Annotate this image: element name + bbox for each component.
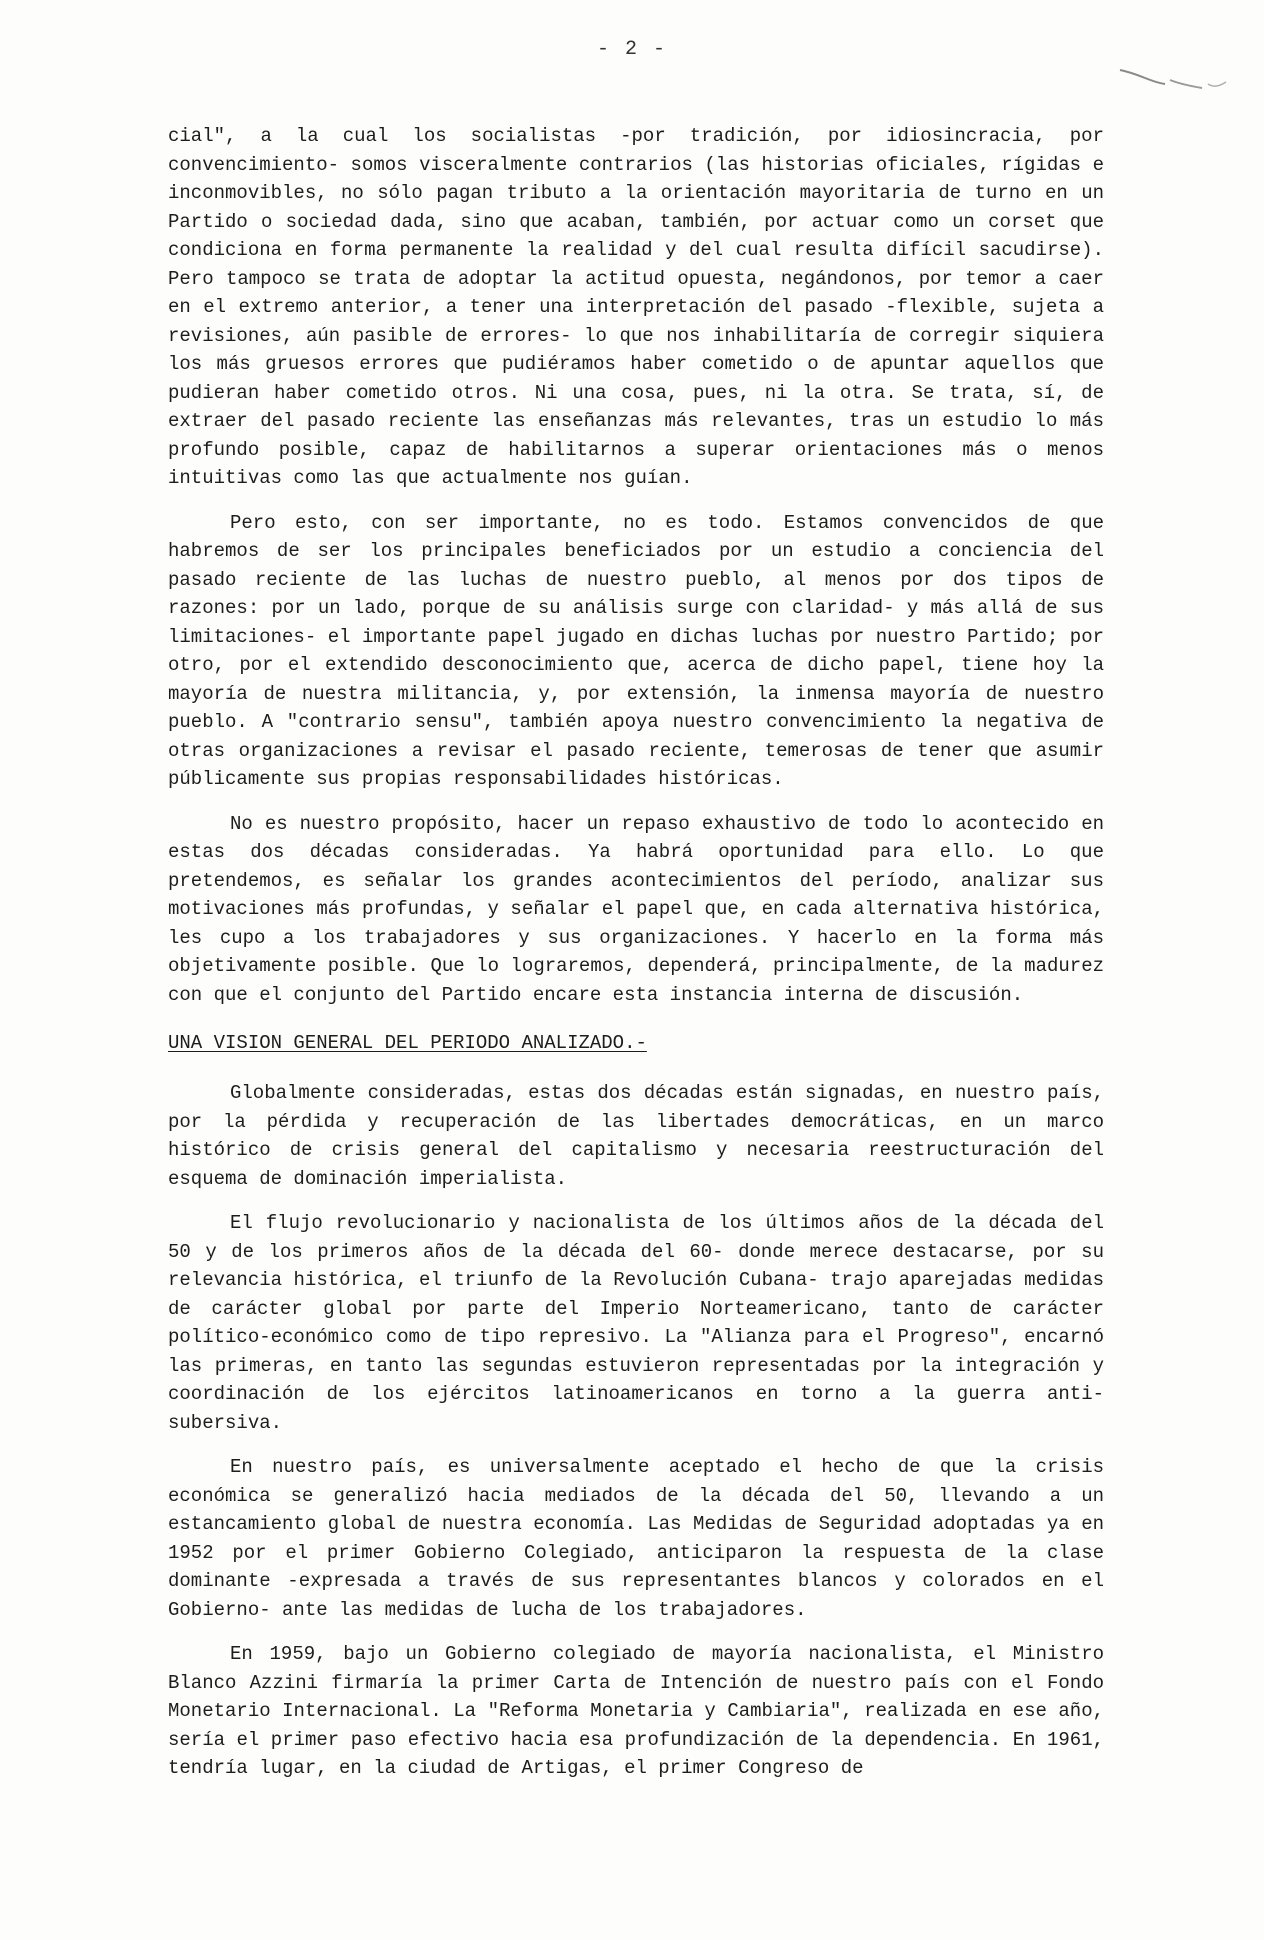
- section-paragraph-4: En 1959, bajo un Gobierno colegiado de mayoría nacionalista, el Ministro Blanco Azzini firmaría la primer Carta de Intención de nuestro país con el Fondo Monetario Internacional. La "Reforma Monetaria y Cambiaria", realizada en ese año, sería el primer paso efectivo hacia esa profundización de la dependencia. En 1961, tendría lugar, en la ciudad de Artigas, el primer Congreso de: [168, 1643, 1104, 1779]
- scan-smudge-mark: [1110, 62, 1230, 102]
- paragraph-3: No es nuestro propósito, hacer un repaso exhaustivo de todo lo acontecido en estas dos décadas consideradas. Ya habrá oportunidad para ello. Lo que pretendemos, es señalar los grandes acontecimientos del período, analizar sus motivaciones más profundas, y señalar el papel que, en cada alternativa histórica, les cupo a los trabajadores y sus organizaciones. Y hacerlo en la forma más objetivamente posible. Que lo lograremos, dependerá, principalmente, de la madurez con que el conjunto del Partido encare esta instancia interna de discusión.: [168, 812, 1104, 1006]
- body-text: [168, 122, 1104, 1779]
- section-heading: UNA VISION GENERAL DEL PERIODO ANALIZADO.-: [168, 1032, 647, 1054]
- page-number: - 2 -: [596, 38, 667, 61]
- paragraph-1: cial", a la cual los socialistas -por tradición, por idiosincracia, por convencimiento- somos visceralmente contrarios (las historias oficiales, rígidas e inconmovibles, no sólo pagan tributo a la orientación mayoritaria de turno en un Partido o sociedad dada, sino que acaban, también, por actuar como un corset que condiciona en forma permanente la realidad y del cual resulta difícil sacudirse). Pero tampoco se trata de adoptar la actitud opuesta, negándonos, por temor a caer en el extremo anterior, a tener una interpretación del pasado -flexible, sujeta a revisiones, aún pasible de errores- lo que nos inhabilitaría de corregir siquiera los más gruesos errores que pudiéramos haber cometido o de apuntar aquellos que pudieran haber cometido otros. Ni una cosa, pues, ni la otra. Se trata, sí, de extraer del pasado reciente las enseñanzas más relevantes, tras un estudio lo más profundo posible, capaz de habilitarnos a superar orientaciones más o menos intuitivas como las que actualmente nos guían.: [168, 125, 1104, 489]
- paragraph-2: Pero esto, con ser importante, no es todo. Estamos convencidos de que habremos de ser los principales beneficiados por un estudio a conciencia del pasado reciente de las luchas de nuestro pueblo, al menos por dos tipos de razones: por un lado, porque de su análisis surge con claridad- y más allá de sus limitaciones- el importante papel jugado en dichas luchas por nuestro Partido; por otro, por el extendido desconocimiento que, acerca de dicho papel, tiene hoy la mayoría de nuestra militancia, y, por extensión, la inmensa mayoría de nuestro pueblo. A "contrario sensu", también apoya nuestro convencimiento la negativa de otras organizaciones a revisar el pasado reciente, temerosas de tener que asumir públicamente sus propias responsabilidades históricas.: [168, 511, 1104, 790]
- section-paragraph-1: Globalmente consideradas, estas dos décadas están signadas, en nuestro país, por la pérdida y recuperación de las libertades democráticas, en un marco histórico de crisis general del capitalismo y necesaria reestructuración del esquema de dominación imperialista.: [168, 1082, 1104, 1190]
- section-paragraph-3: En nuestro país, es universalmente aceptado el hecho de que la crisis económica se generalizó hacia mediados de la década del 50, llevando a un estancamiento global de nuestra economía. Las Medidas de Seguridad adoptadas ya en 1952 por el primer Gobierno Colegiado, anticiparon la respuesta de la clase dominante -expresada a través de sus representantes blancos y colorados en el Gobierno- ante las medidas de lucha de los trabajadores.: [168, 1456, 1104, 1621]
- page-bottom-edge: [0, 1898, 1264, 1940]
- section-paragraph-2: El flujo revolucionario y nacionalista de los últimos años de la década del 50 y de los primeros años de la década del 60- donde merece destacarse, por su relevancia histórica, el triunfo de la Revolución Cubana- trajo aparejadas medidas de carácter global por parte del Imperio Norteamericano, tanto de carácter político-económico como de tipo represivo. La "Alianza para el Progreso", encarnó las primeras, en tanto las segundas estuvieron representadas por la integración y coordinación de los ejércitos latinoamericanos en torno a la guerra anti-subersiva.: [168, 1212, 1104, 1434]
